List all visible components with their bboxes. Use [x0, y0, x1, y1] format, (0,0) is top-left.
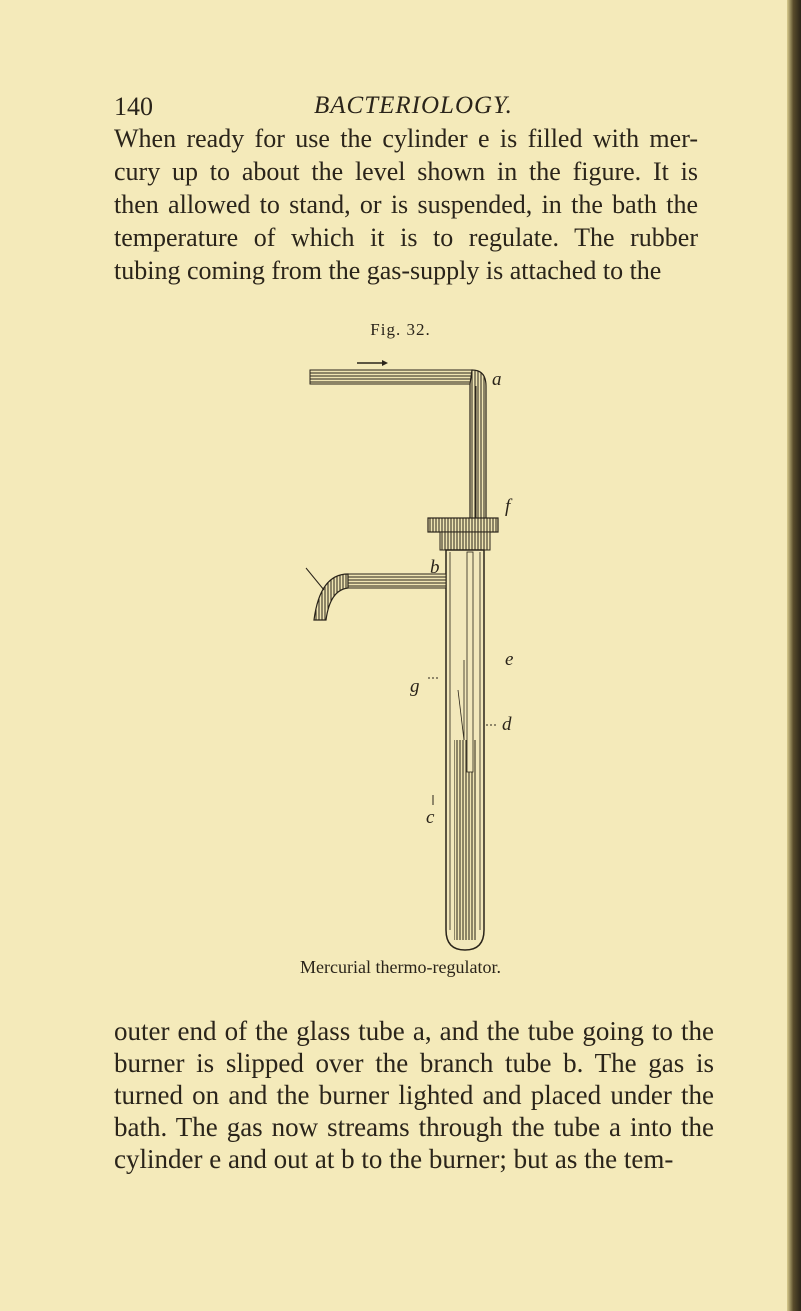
text-line: cury up to about the level shown in the figure. It is [114, 157, 698, 186]
text-line: burner is slipped over the branch tube b. The gas is [114, 1048, 714, 1078]
branch-tube-b [306, 568, 446, 620]
text-line: turned on and the burner lighted and placed under the [114, 1080, 714, 1110]
figure-letter-a: a [492, 369, 502, 390]
running-head: BACTERIOLOGY. [314, 92, 513, 119]
text-line: outer end of the glass tube a, and the tube going to the [114, 1016, 714, 1046]
figure-letter-d: d [502, 714, 512, 735]
page-number: 140 [114, 92, 153, 121]
paragraph-1 [114, 122, 698, 287]
text-line: bath. The gas now streams through the tube a into the [114, 1112, 714, 1142]
text-line: then allowed to stand, or is suspended, in the bath the [114, 190, 698, 219]
figure-letter-b: b [430, 557, 440, 578]
text-line: tubing coming from the gas-supply is attached to the [114, 256, 662, 285]
text-line: When ready for use the cylinder e is filled with mer- [114, 124, 698, 153]
figure-letter-e: e [505, 649, 514, 670]
figure-label: Fig. 32. [370, 320, 431, 339]
figure-letter-f: f [505, 496, 511, 517]
figure-letter-g: g [410, 676, 420, 697]
figure-letter-c: c [426, 807, 435, 828]
paragraph-2 [114, 1015, 714, 1175]
text-line: temperature of which it is to regulate. The rubber [114, 223, 698, 252]
arrow-indicator [357, 360, 388, 366]
page-edge [787, 0, 801, 1311]
thermo-regulator-figure [300, 360, 560, 960]
figure-caption: Mercurial thermo-regulator. [300, 957, 501, 977]
tube-a [310, 370, 486, 530]
text-line: cylinder e and out at b to the burner; but as the tem- [114, 1144, 674, 1174]
